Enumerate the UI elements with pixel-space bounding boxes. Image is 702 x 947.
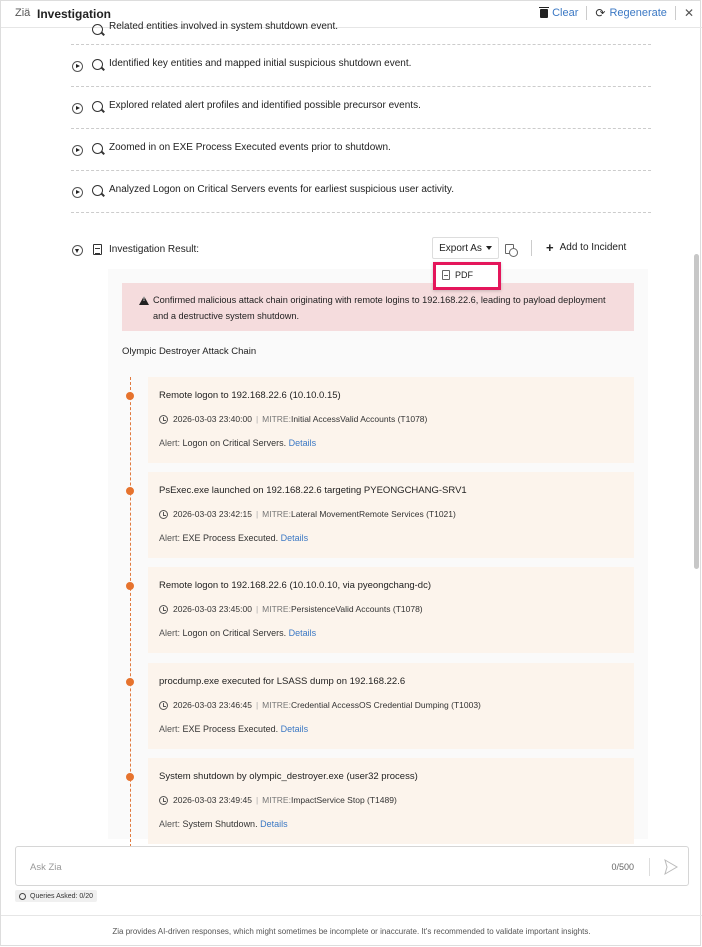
- step-item[interactable]: [71, 21, 651, 45]
- result-body: [108, 269, 648, 839]
- event-title: System shutdown by olympic_destroyer.exe (user32 process): [159, 771, 418, 782]
- alert-name: Logon on Critical Servers.: [182, 438, 287, 448]
- collapse-toggle-icon[interactable]: [72, 245, 83, 256]
- timeline-dot: [126, 773, 134, 781]
- timeline-event: [148, 663, 634, 749]
- timeline-dot: [126, 392, 134, 400]
- details-link[interactable]: Details: [260, 819, 288, 829]
- document-icon: [93, 244, 102, 255]
- plus-icon: +: [546, 239, 554, 255]
- header-actions: [540, 6, 694, 20]
- chat-icon: [19, 893, 26, 900]
- event-time: 2026-03-03 23:40:00: [173, 414, 252, 424]
- export-as-dropdown[interactable]: [432, 237, 499, 259]
- regenerate-label: Regenerate: [609, 7, 667, 19]
- result-label: Investigation Result:: [109, 244, 200, 255]
- clear-button[interactable]: [540, 7, 578, 19]
- event-title: PsExec.exe launched on 192.168.22.6 targeting PYEONGCHANG-SRV1: [159, 485, 467, 496]
- timeline-dot: [126, 678, 134, 686]
- event-time: 2026-03-03 23:46:45: [173, 700, 252, 710]
- step-item[interactable]: [71, 129, 651, 171]
- event-time: 2026-03-03 23:45:00: [173, 604, 252, 614]
- event-title: Remote logon to 192.168.22.6 (10.10.0.15): [159, 390, 341, 401]
- search-icon: [92, 143, 103, 154]
- clear-label: Clear: [552, 7, 579, 19]
- event-meta: 2026-03-03 23:49:45 | MITRE: ImpactService Stop (T1489): [159, 795, 397, 805]
- alert-prefix: Alert:: [159, 438, 181, 448]
- scrollbar-thumb[interactable]: [694, 254, 699, 569]
- chevron-down-icon: [486, 246, 492, 250]
- send-icon[interactable]: [664, 859, 677, 875]
- event-meta: 2026-03-03 23:45:00 | MITRE: PersistenceValid Accounts (T1078): [159, 604, 423, 614]
- event-alert: [159, 438, 316, 448]
- character-counter: 0/500: [611, 862, 634, 872]
- regenerate-button[interactable]: [595, 6, 667, 20]
- event-time: 2026-03-03 23:49:45: [173, 795, 252, 805]
- warning-icon: [139, 296, 149, 305]
- expand-toggle-icon[interactable]: [72, 187, 83, 198]
- alert-banner: [122, 283, 634, 331]
- add-to-incident-label: Add to Incident: [559, 242, 627, 253]
- timeline-dot: [126, 487, 134, 495]
- alert-name: EXE Process Executed.: [182, 533, 279, 543]
- close-icon[interactable]: ✕: [683, 6, 694, 20]
- event-mitre: ImpactService Stop (T1489): [290, 795, 397, 805]
- step-item[interactable]: [71, 87, 651, 129]
- divider: [531, 240, 532, 256]
- event-alert: [159, 628, 316, 638]
- event-mitre: Initial AccessValid Accounts (T1078): [290, 414, 428, 424]
- regenerate-icon: ⟳: [595, 6, 606, 20]
- expand-toggle-icon[interactable]: [72, 103, 83, 114]
- timeline-event: [148, 567, 634, 653]
- alert-prefix: Alert:: [159, 628, 181, 638]
- event-mitre: Lateral MovementRemote Services (T1021): [290, 509, 456, 519]
- panel-header: [1, 1, 702, 28]
- search-icon: [92, 185, 103, 196]
- details-link[interactable]: Details: [288, 438, 317, 448]
- event-title: Remote logon to 192.168.22.6 (10.10.0.10, via pyeongchang-dc): [159, 580, 431, 591]
- step-text: Analyzed Logon on Critical Servers events for earliest suspicious user activity.: [109, 184, 454, 195]
- footer: [1, 915, 702, 947]
- step-text: Related entities involved in system shutdown event.: [109, 21, 339, 32]
- details-link[interactable]: Details: [280, 724, 309, 734]
- clock-icon: [159, 510, 168, 519]
- event-mitre: Credential AccessOS Credential Dumping (T1003): [290, 700, 481, 710]
- copy-icon[interactable]: [505, 244, 514, 254]
- export-dropdown-menu: [433, 262, 501, 290]
- event-meta: 2026-03-03 23:42:15 | MITRE: Lateral MovementRemote Services (T1021): [159, 509, 456, 519]
- investigation-steps: [71, 21, 651, 213]
- clock-icon: [159, 605, 168, 614]
- details-link[interactable]: Details: [288, 628, 317, 638]
- divider: [675, 6, 676, 20]
- export-pdf-option[interactable]: [442, 270, 473, 280]
- ask-zia-input[interactable]: [30, 858, 550, 876]
- alert-name: Logon on Critical Servers.: [182, 628, 287, 638]
- disclaimer-text: Zia provides AI-driven responses, which might sometimes be incomplete or inaccurate. It's recommended to validate important insights.: [112, 927, 591, 936]
- step-text: Zoomed in on EXE Process Executed events prior to shutdown.: [109, 142, 391, 153]
- pdf-icon: [442, 270, 450, 280]
- event-meta: 2026-03-03 23:40:00 | MITRE: Initial AccessValid Accounts (T1078): [159, 414, 427, 424]
- alert-prefix: Alert:: [159, 724, 181, 734]
- export-as-label: Export As: [439, 242, 482, 254]
- mitre-prefix: MITRE:: [262, 795, 291, 805]
- timeline-event: [148, 472, 634, 558]
- step-text: Explored related alert profiles and identified possible precursor events.: [109, 100, 421, 111]
- investigation-scroll-area[interactable]: [1, 21, 702, 829]
- panel-title: Investigation: [37, 7, 112, 21]
- add-to-incident-button[interactable]: [546, 239, 627, 255]
- queries-asked-badge: [15, 890, 97, 902]
- alert-prefix: Alert:: [159, 819, 181, 829]
- search-icon: [92, 24, 103, 35]
- event-alert: [159, 724, 308, 734]
- event-mitre: PersistenceValid Accounts (T1078): [290, 604, 423, 614]
- expand-toggle-icon[interactable]: [72, 145, 83, 156]
- event-time: 2026-03-03 23:42:15: [173, 509, 252, 519]
- divider: [586, 6, 587, 20]
- event-alert: [159, 819, 288, 829]
- investigation-result-header: [71, 237, 651, 267]
- clock-icon: [159, 701, 168, 710]
- timeline-event: [148, 758, 634, 844]
- alert-name: EXE Process Executed.: [182, 724, 279, 734]
- event-title: procdump.exe executed for LSASS dump on 192.168.22.6: [159, 676, 406, 687]
- zia-logo: Ziä: [15, 7, 31, 19]
- alert-name: System Shutdown.: [182, 819, 258, 829]
- step-item[interactable]: [71, 45, 651, 87]
- mitre-prefix: MITRE:: [262, 700, 291, 710]
- timeline-event: [148, 377, 634, 463]
- alert-prefix: Alert:: [159, 533, 181, 543]
- clock-icon: [159, 796, 168, 805]
- divider: [649, 858, 650, 876]
- mitre-prefix: MITRE:: [262, 509, 291, 519]
- search-icon: [92, 59, 103, 70]
- details-link[interactable]: Details: [280, 533, 309, 543]
- event-meta: 2026-03-03 23:46:45 | MITRE: Credential AccessOS Credential Dumping (T1003): [159, 700, 481, 710]
- attack-chain-title: Olympic Destroyer Attack Chain: [122, 346, 257, 357]
- step-text: Identified key entities and mapped initial suspicious shutdown event.: [109, 58, 412, 69]
- queries-asked-text: Queries Asked: 0/20: [30, 892, 94, 900]
- timeline-dot: [126, 582, 134, 590]
- ask-zia-box: [15, 846, 689, 886]
- step-item[interactable]: [71, 171, 651, 213]
- mitre-prefix: MITRE:: [262, 414, 291, 424]
- alert-message: Confirmed malicious attack chain originating with remote logins to 192.168.22.6, leading to payload deployment and a destructive system shutdown.: [153, 295, 606, 321]
- mitre-prefix: MITRE:: [262, 604, 291, 614]
- trash-icon: [540, 9, 548, 18]
- expand-toggle-icon[interactable]: [72, 61, 83, 72]
- event-alert: [159, 533, 308, 543]
- search-icon: [92, 101, 103, 112]
- clock-icon: [159, 415, 168, 424]
- export-pdf-label: PDF: [455, 270, 473, 280]
